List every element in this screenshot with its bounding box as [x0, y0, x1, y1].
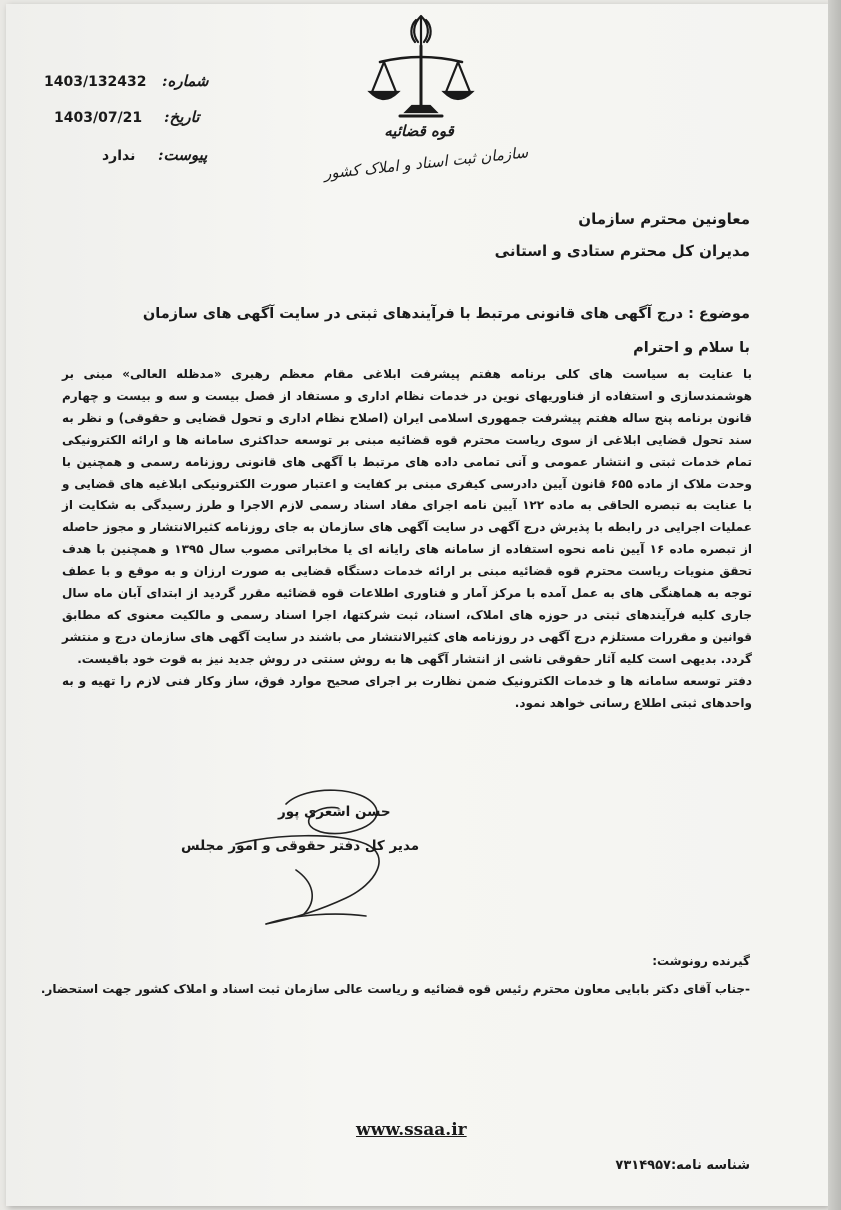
signatory-name: حسن اشعری پور [278, 804, 391, 820]
letter-number-value: 1403/132432 [44, 74, 147, 90]
letter-page [6, 4, 828, 1206]
body-paragraph-1: با عنایت به سیاست های کلی برنامه هفتم پیشرفت ابلاغی مقام معظم رهبری «مدظله العالی» مبنی بر هوشمندسازی و استفاده از فناوریهای نوین در خدمات نظام اداری و مستفاد از فصل بیست و سه و بیست و چهارم قانون برنامه پنج ساله هفتم پیشرفت جمهوری اسلامی ایران (اصلاح نظام اداری و تحول قضایی و حقوقی) و نظر به سند تحول قضایی ابلاغی از سوی ریاست محترم قوه قضائیه مبنی بر توسعه حداکثری سامانه ها و ارائه الکترونیکی تمام خدمات ثبتی و انتشار عمومی و آنی تمامی داده های مرتبط با آگهی های قانونی روزنامه رسمی و همچنین با وحدت ملاک از ماده ۶۵۵ قانون آیین دادرسی کیفری مبنی بر کفایت و اعتبار صورت الکترونیکی ابلاغیه های قضایی و با عنایت به تبصره الحاقی به ماده ۱۲۲ آیین نامه اجرای مفاد اسناد رسمی لازم الاجرا و طرز رسیدگی به شکایت از عملیات اجرایی در رابطه با پذیرش درج آگهی در سایت آگهی های سازمان به جای روزنامه کثیرالانتشار و مجوز حاصله از تبصره ماده ۱۶ آیین نامه نحوه استفاده از سامانه های رایانه ای یا مخابراتی مصوب سال ۱۳۹۵ و همچنین با هدف تحقق منویات ریاست محترم قوه قضائیه مبنی بر ارائه خدمات دستگاه قضایی به صورت ارزان و به موقع و با عطف توجه به هماهنگی های به عمل آمده با مرکز آمار و فناوری اطلاعات قوه قضائیه مقرر گردید از ابتدای آبان ماه سال جاری کلیه فرآیندهای ثبتی در حوزه های املاک، اسناد، ثبت شرکتها، اجرا اسناد رسمی و مالکیت معنوی که مطابق قوانین و مقررات مستلزم درج آگهی در روزنامه های کثیرالانتشار می باشند در سایت آگهی های سازمان درج و منتشر گردد. بدیهی است کلیه آثار حقوقی ناشی از انتشار آگهی ها به روش سنتی در روش جدید نیز به قوت خود باقیست. [62, 367, 753, 666]
letter-serial-id: شناسه نامه:۷۳۱۴۹۵۷ [615, 1158, 750, 1173]
signatory-title: مدیر کل دفتر حقوقی و امور مجلس [181, 838, 420, 854]
letter-attachment-value: ندارد [102, 148, 136, 164]
letter-attachment-label: پیوست: [158, 146, 208, 164]
handwritten-signature [166, 774, 446, 934]
letter-date-label: تاریخ: [164, 108, 200, 126]
cc-heading: گیرنده رونوشت: [652, 954, 750, 968]
judiciary-name: قوه قضائیه [384, 122, 454, 140]
page-edge-shadow [828, 0, 841, 1210]
cc-recipient: -جناب آقای دکتر بابایی معاون محترم رئیس قوه قضائیه و ریاست عالی سازمان ثبت اسناد و املاک کشور جهت استحضار. [40, 982, 750, 996]
letter-subject: موضوع : درج آگهی های قانونی مرتبط با فرآیندهای ثبتی در سایت آگهی های سازمان [142, 306, 750, 322]
recipient-line-2: مدیران کل محترم ستادی و استانی [494, 242, 750, 260]
letter-body [62, 364, 752, 715]
recipient-line-1: معاونین محترم سازمان [578, 210, 750, 228]
website-link[interactable]: www.ssaa.ir [356, 1120, 467, 1140]
organization-name: سازمان ثبت اسناد و املاک کشور [323, 143, 529, 183]
body-paragraph-2: دفتر توسعه سامانه ها و خدمات الکترونیک ضمن نظارت بر اجرای صحیح موارد فوق، ساز وکار فنی لازم را تهیه و به واحدهای ثبتی اطلاع رسانی خواهد نمود. [62, 673, 752, 710]
letter-date-value: 1403/07/21 [54, 110, 143, 126]
judiciary-emblem-icon [366, 12, 476, 124]
letter-greeting: با سلام و احترام [633, 340, 750, 356]
letter-number-label: شماره: [162, 72, 209, 90]
